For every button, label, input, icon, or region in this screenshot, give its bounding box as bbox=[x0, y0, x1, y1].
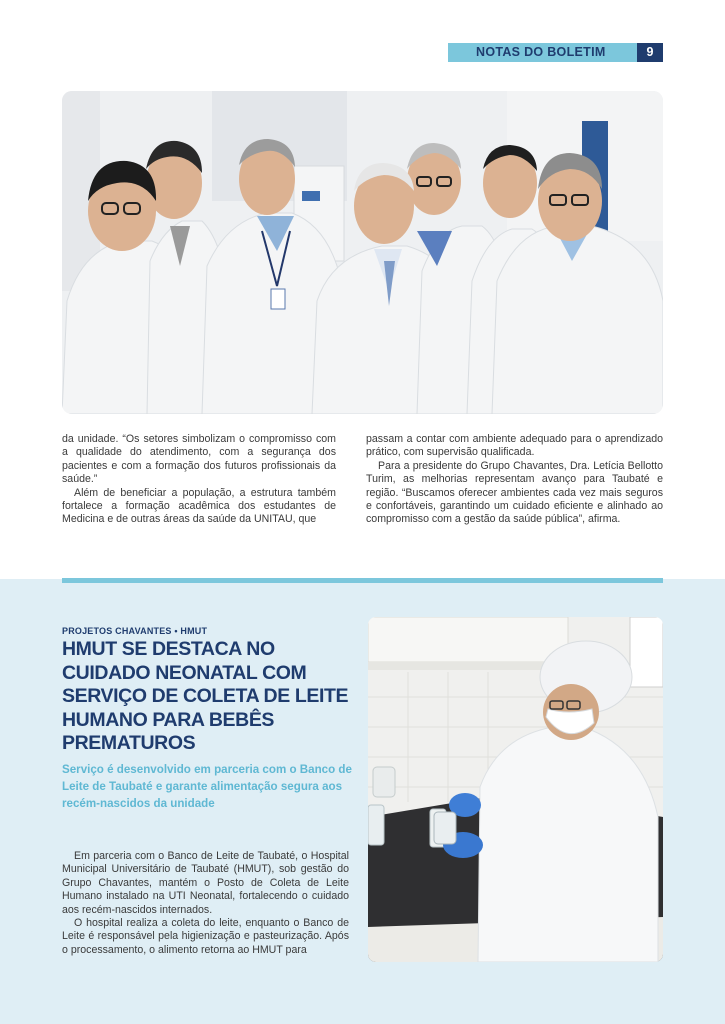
group-photo-doctors bbox=[62, 91, 663, 414]
top-article-column-1 bbox=[62, 433, 336, 527]
article-subheadline: Serviço é desenvolvido em parceria com o Banco de Leite de Taubaté e garante alimentação segura aos recém-nascidos da unidade bbox=[62, 763, 352, 810]
paragraph: da unidade. “Os setores simbolizam o compromisso com a qualidade do atendimento, com a segurança dos pacientes e com a formação dos futuros profissionais da saúde.” bbox=[62, 433, 336, 486]
top-article-column-2 bbox=[366, 433, 663, 527]
article-kicker: PROJETOS CHAVANTES • HMUT bbox=[62, 626, 208, 636]
paragraph: Em parceria com o Banco de Leite de Taubaté, o Hospital Municipal Universitário de Taubaté (HMUT), sob gestão do Grupo Chavantes, mantém o Posto de Coleta de Leite Humano instalado na UTI Neonatal, fortalecendo o cuidado aos recém-nascidos internados. bbox=[62, 850, 349, 916]
section-label: NOTAS DO BOLETIM bbox=[448, 43, 637, 62]
lower-article-body bbox=[62, 850, 349, 957]
section-divider bbox=[62, 578, 663, 583]
paragraph: Além de beneficiar a população, a estrutura também fortalece a formação acadêmica dos estudantes de Medicina e de outras áreas da saúde da UNITAU, que bbox=[62, 486, 336, 526]
milk-collection-lab-photo bbox=[368, 617, 663, 962]
paragraph: passam a contar com ambiente adequado para o aprendizado prático, com supervisão qualificada. bbox=[366, 433, 663, 459]
page-number: 9 bbox=[637, 43, 663, 62]
section-header bbox=[448, 43, 663, 62]
lab-photo-illustration bbox=[368, 617, 663, 962]
paragraph: Para a presidente do Grupo Chavantes, Dra. Letícia Bellotto Turim, as melhorias representam avanço para Taubaté e região. “Buscamos oferecer ambientes cada vez mais seguros e confortáveis, garantindo um cuidado eficiente e alinhado ao compromisso com a gestão da saúde pública”, afirma. bbox=[366, 459, 663, 526]
paragraph: O hospital realiza a coleta do leite, enquanto o Banco de Leite é responsável pela higienização e pasteurização. Após o processamento, o alimento retorna ao HMUT para bbox=[62, 917, 349, 956]
group-photo-illustration bbox=[62, 91, 663, 414]
article-headline: HMUT SE DESTACA NO CUIDADO NEONATAL COM SERVIÇO DE COLETA DE LEITE HUMANO PARA BEBÊS PREMATUROS bbox=[62, 638, 349, 755]
